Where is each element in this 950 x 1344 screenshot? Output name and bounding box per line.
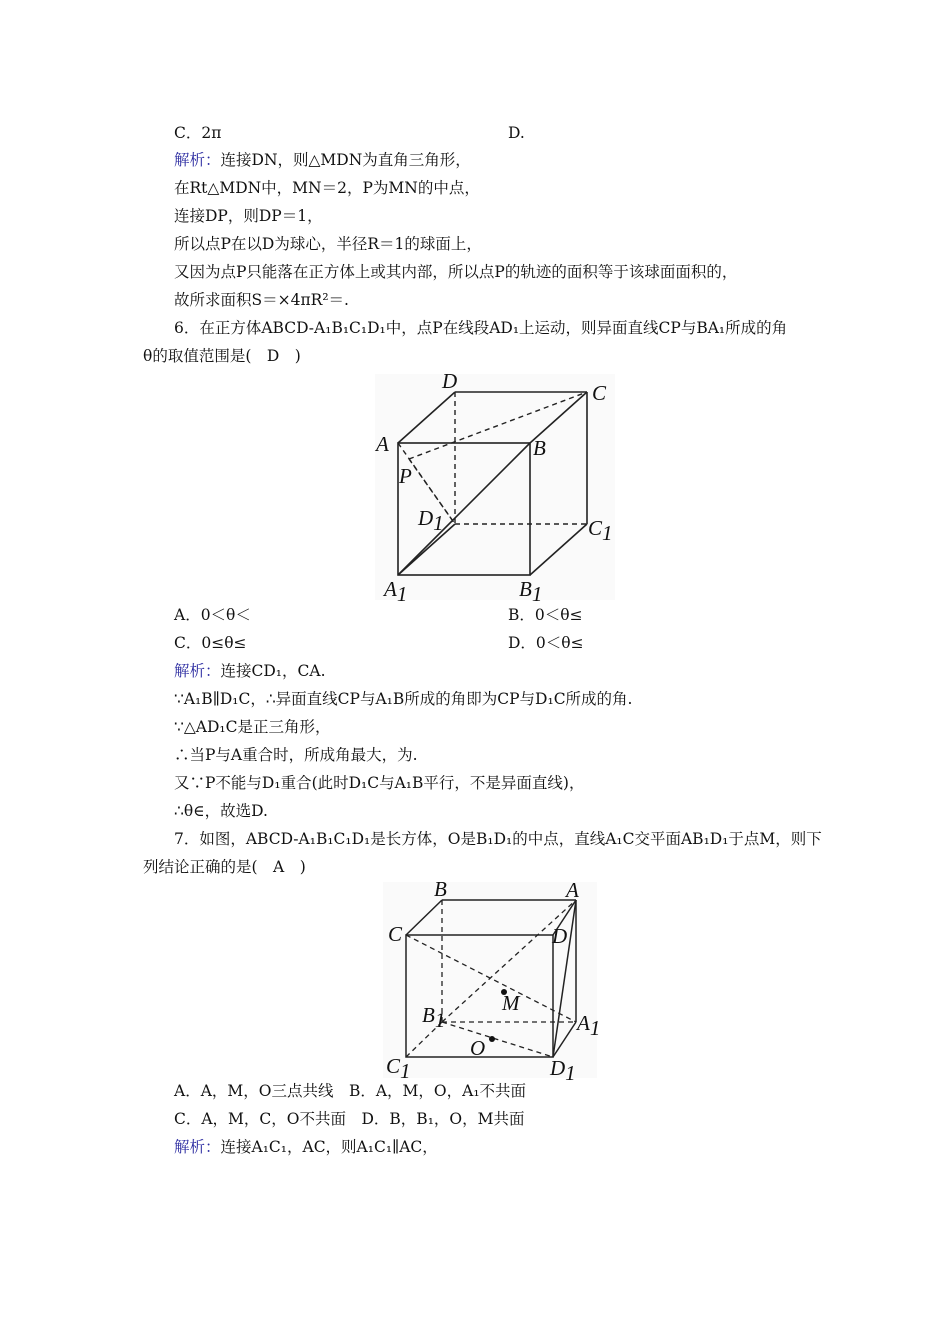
q7-stem-line-2: 列结论正确的是( A ) bbox=[143, 858, 306, 876]
point-o bbox=[489, 1036, 495, 1042]
q7-solution-line-1 bbox=[174, 1136, 438, 1158]
label-a: A bbox=[376, 432, 389, 456]
q7-stem-line-1: 7．如图，ABCD-A₁B₁C₁D₁是长方体，O是B₁D₁的中点，直线A₁C交平面AB₁D₁于点M，则下 bbox=[174, 830, 822, 848]
label-c1: C1 bbox=[386, 1054, 411, 1082]
q6-option-b: B．0＜θ≤ bbox=[508, 606, 583, 624]
label-d: D bbox=[442, 372, 458, 393]
label-c: C bbox=[592, 381, 607, 405]
label-b: B bbox=[434, 880, 447, 901]
label-a: A bbox=[566, 880, 579, 902]
q6-option-a: A．0＜θ＜ bbox=[174, 606, 251, 624]
q6-option-d: D．0＜θ≤ bbox=[508, 634, 584, 652]
q7-options-ab: A．A，M，O三点共线 B．A，M，O，A₁不共面 bbox=[174, 1082, 527, 1100]
q6-cube-figure bbox=[370, 372, 620, 604]
q5-solution-line-4: 所以点P在以D为球心，半径R＝1的球面上， bbox=[174, 235, 482, 253]
label-c: C bbox=[388, 922, 403, 946]
q5-solution-line-2: 在Rt△MDN中，MN＝2，P为MN的中点， bbox=[174, 179, 480, 197]
label-p: P bbox=[399, 464, 412, 488]
q6-solution-line-6: ∴θ∈，故选D. bbox=[174, 802, 268, 820]
solution-text: 连接A₁C₁，AC，则A₁C₁∥AC， bbox=[220, 1138, 438, 1156]
q6-solution-line-4: ∴当P与A重合时，所成角最大，为. bbox=[174, 746, 418, 764]
label-m: M bbox=[502, 991, 520, 1015]
solution-label: 解析： bbox=[174, 151, 221, 169]
label-b1: B1 bbox=[422, 1003, 446, 1032]
q7-cuboid-figure bbox=[380, 880, 600, 1082]
q6-solution-line-3: ∵△AD₁C是正三角形， bbox=[174, 718, 331, 736]
q5-solution-line-1 bbox=[174, 149, 471, 171]
label-c1: C1 bbox=[588, 516, 613, 545]
label-b1: B1 bbox=[519, 577, 543, 604]
label-a1: A1 bbox=[384, 577, 408, 604]
label-d1: D1 bbox=[418, 506, 444, 535]
q5-solution-line-6: 故所求面积S＝×4πR²＝. bbox=[174, 291, 349, 309]
solution-label: 解析： bbox=[174, 662, 221, 680]
q7-options-cd: C．A，M，C，O不共面 D．B，B₁，O，M共面 bbox=[174, 1110, 525, 1128]
label-o: O bbox=[470, 1036, 486, 1060]
label-d: D bbox=[552, 924, 568, 948]
q6-solution-line-2: ∵A₁B∥D₁C，∴异面直线CP与A₁B所成的角即为CP与D₁C所成的角. bbox=[174, 690, 633, 708]
q5-option-c: C．2π bbox=[174, 124, 222, 142]
solution-label: 解析： bbox=[174, 1138, 221, 1156]
q5-option-d: D. bbox=[508, 124, 525, 142]
label-b: B bbox=[533, 436, 546, 460]
q5-solution-line-3: 连接DP，则DP＝1， bbox=[174, 207, 323, 225]
q6-solution-line-5: 又∵P不能与D₁重合(此时D₁C与A₁B平行，不是异面直线)， bbox=[174, 774, 585, 792]
q5-solution-line-5: 又因为点P只能落在正方体上或其内部，所以点P的轨迹的面积等于该球面面积的， bbox=[174, 263, 738, 281]
q6-stem-line-1: 6．在正方体ABCD-A₁B₁C₁D₁中，点P在线段AD₁上运动，则异面直线CP与BA₁所成的角 bbox=[174, 319, 788, 337]
solution-text: 连接CD₁，CA. bbox=[220, 662, 326, 680]
q6-solution-line-1 bbox=[174, 660, 326, 682]
q6-option-c: C．0≤θ≤ bbox=[174, 634, 247, 652]
q6-stem-line-2: θ的取值范围是( D ) bbox=[143, 347, 301, 365]
label-a1: A1 bbox=[577, 1011, 600, 1040]
solution-text: 连接DN，则△MDN为直角三角形， bbox=[220, 151, 471, 169]
label-d1: D1 bbox=[550, 1056, 576, 1082]
